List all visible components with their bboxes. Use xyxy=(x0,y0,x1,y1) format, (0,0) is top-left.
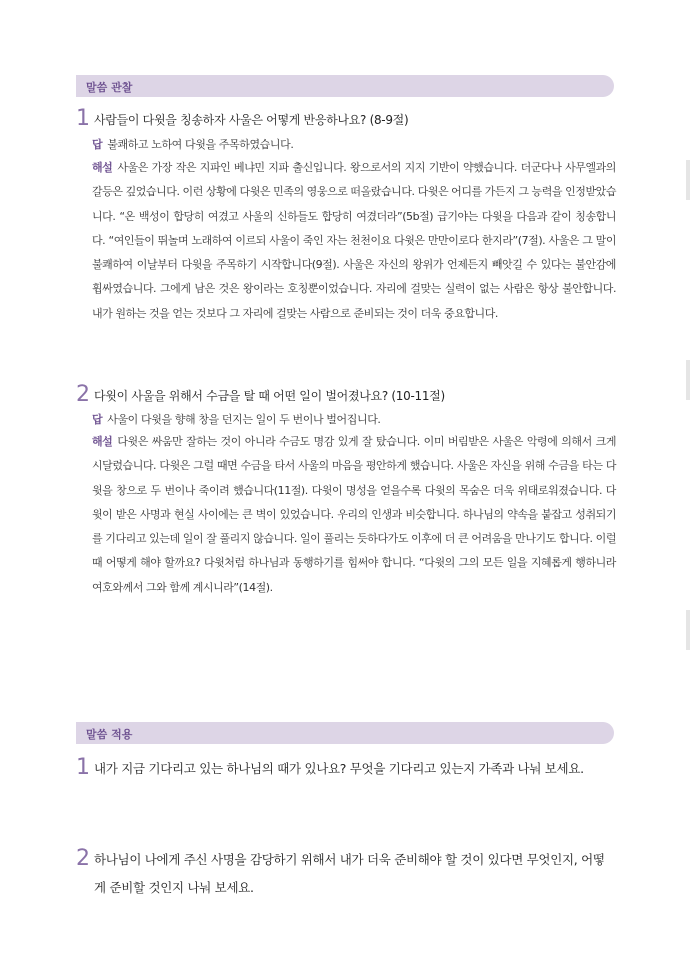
section-header-application xyxy=(76,722,614,744)
section-title: 말씀 관찰 xyxy=(86,81,133,94)
answer-label: 답 xyxy=(92,413,103,426)
answer-2 xyxy=(92,411,616,429)
question-number: 2 xyxy=(76,382,90,407)
question-number: 1 xyxy=(76,755,90,780)
explanation-2 xyxy=(92,430,616,600)
question-text: 내가 지금 기다리고 있는 하나님의 때가 있나요? 무엇을 기다리고 있는지 가족과 나눠 보세요. xyxy=(94,761,584,776)
question-text: 다윗이 사울을 위해서 수금을 탈 때 어떤 일이 벌어졌나요? (10-11절) xyxy=(94,389,445,403)
explanation-label: 해설 xyxy=(92,435,113,448)
answer-1 xyxy=(92,136,616,154)
answer-label: 답 xyxy=(92,138,103,151)
page-edge-tab xyxy=(686,160,690,200)
answer-text: 불쾌하고 노하여 다윗을 주목하였습니다. xyxy=(107,138,294,151)
question-number: 1 xyxy=(76,106,90,131)
question-number: 2 xyxy=(76,846,90,871)
answer-text: 사울이 다윗을 향해 창을 던지는 일이 두 번이나 벌어집니다. xyxy=(107,413,381,426)
explanation-1 xyxy=(92,156,616,326)
page-edge-tab xyxy=(686,610,690,650)
explanation-text: 다윗은 싸움만 잘하는 것이 아니라 수금도 명감 있게 잘 탔습니다. 이미 버림받은 사울은 악령에 의해서 크게 시달렸습니다. 다윗은 그럴 때면 수금을 타서 사울의 마음을 평안하게 했습니다. 사울은 자신을 위해 수금을 타는 다윗을 창으로 두 번이나 죽이려 했습니다(11절). 다윗이 명성을 얻을수록 다윗의 목숨은 더욱 위태로워졌습니다. 다윗이 받은 사명과 현실 사이에는 큰 벽이 있었습니다. 우리의 인생과 비슷합니다. 하나님의 약속을 붙잡고 성취되기를 기다리고 있는데 일이 잘 풀리지 않습니다. 일이 풀리는 듯하다가도 이후에 더 큰 어려움을 만나기도 합니다. 이럴 때 어떻게 해야 할까요? 다윗처럼 하나님과 동행하기를 힘써야 합니다. “다윗의 그의 모든 일을 지혜롭게 행하니라 여호와께서 그와 함께 계시니라”(14절). xyxy=(92,435,616,594)
section-title: 말씀 적용 xyxy=(86,728,133,741)
page-edge-tab xyxy=(686,360,690,400)
section-header-observation xyxy=(76,75,614,97)
question-text: 하나님이 나에게 주신 사명을 감당하기 위해서 내가 더욱 준비해야 할 것이 있다면 무엇인지, 어떻게 준비할 것인지 나눠 보세요. xyxy=(94,852,605,895)
question-text: 사람들이 다윗을 칭송하자 사울은 어떻게 반응하나요? (8-9절) xyxy=(94,113,409,127)
explanation-label: 해설 xyxy=(92,161,113,174)
explanation-text: 사울은 가장 작은 지파인 베냐민 지파 출신입니다. 왕으로서의 지지 기반이 약했습니다. 더군다나 사무엘과의 갈등은 깊었습니다. 이런 상황에 다윗은 민족의 영웅으로 떠올랐습니다. 다윗은 어디를 가든지 그 능력을 인정받았습니다. “온 백성이 합당히 여겼고 사울의 신하들도 합당히 여겼더라”(5b절) 급기야는 다윗을 다음과 같이 칭송합니다. “여인들이 뛰놀며 노래하여 이르되 사울이 죽인 자는 천천이요 다윗은 만만이로다 한지라”(7절). 사울은 그 말이 불쾌하여 이날부터 다윗을 주목하기 시작합니다(9절). 사울은 자신의 왕위가 언제든지 빼앗길 수 있다는 불안감에 휩싸였습니다. 그에게 남은 것은 왕이라는 호칭뿐이었습니다. 자리에 걸맞는 실력이 없는 사람은 항상 불안합니다. 내가 원하는 것을 얻는 것보다 그 자리에 걸맞는 사람으로 준비되는 것이 더욱 중요합니다. xyxy=(92,161,616,320)
